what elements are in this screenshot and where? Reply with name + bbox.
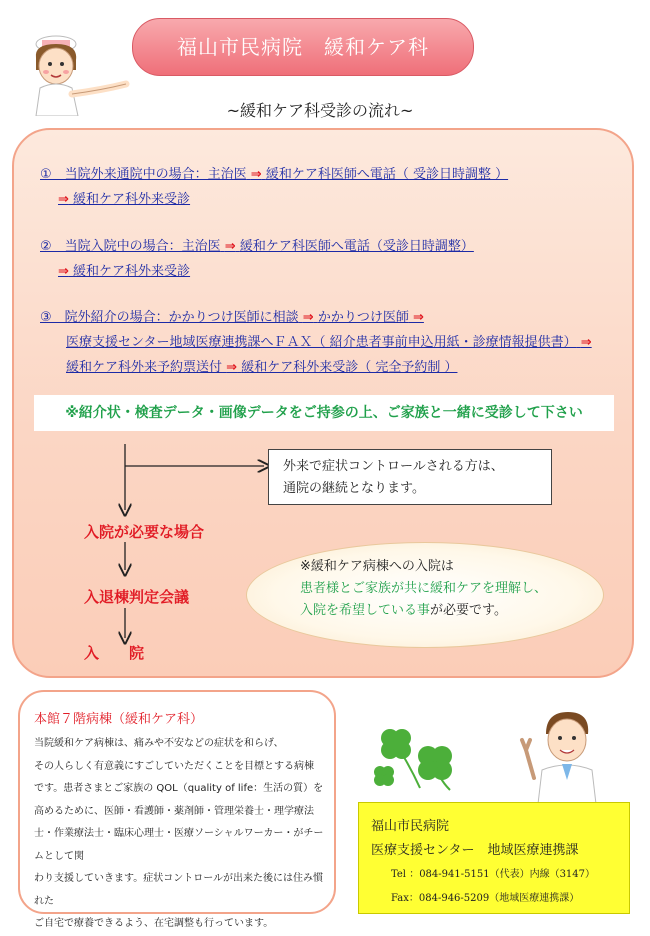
step1-line2 xyxy=(58,188,190,207)
page-title: 福山市民病院 緩和ケア科 xyxy=(132,18,474,76)
callout-line: 外来で症状コントロールされる方は、 xyxy=(283,459,504,474)
arrow-icon: ⇒ xyxy=(302,310,314,325)
info-line: 士・作業療法士・臨床心理士・医療ソーシャルワーカー・がチームとして関 xyxy=(34,828,324,862)
step2-line1 xyxy=(40,235,474,254)
admission-needed-label: 入院が必要な場合 xyxy=(84,523,205,541)
clover-icon xyxy=(360,716,470,796)
step3-line2 xyxy=(66,331,592,350)
ward-info-body xyxy=(34,733,326,936)
arrow-icon: ⇒ xyxy=(250,167,262,182)
step3-text: ③ 院外紹介の場合：かかりつけ医師に相談 xyxy=(40,310,299,325)
admission-label: 入 院 xyxy=(84,644,145,662)
step2-text: 緩和ケア科医師へ電話（受診日時調整） xyxy=(239,239,474,254)
doctor-illustration xyxy=(516,704,616,804)
arrow-icon: ⇒ xyxy=(413,310,424,325)
note-line: ※緩和ケア病棟への入院は xyxy=(300,559,454,574)
info-line: わり支援していきます。症状コントロールが出来た後には住み慣れた xyxy=(34,873,323,907)
step3-text: 緩和ケア科外来受診（ 完全予約制 ） xyxy=(241,360,458,375)
note-emphasis: 入院を希望している事 xyxy=(300,603,431,618)
contact-fax: Fax：084-946-5209（地域医療連携課） xyxy=(391,893,580,904)
arrow-icon: ⇒ xyxy=(580,335,592,350)
step3-line3 xyxy=(66,356,457,375)
contact-dept: 医療支援センター 地域医療連携課 xyxy=(371,843,579,858)
contact-card xyxy=(358,802,630,914)
callout-line: 通院の継続となります。 xyxy=(283,481,425,496)
contact-hospital: 福山市民病院 xyxy=(371,819,450,834)
step2-line2 xyxy=(58,260,190,279)
note-line: 患者様とご家族が共に緩和ケアを理解し、 xyxy=(300,581,548,596)
outpatient-callout xyxy=(268,449,552,505)
flow-subtitle: ~緩和ケア科受診の流れ~ xyxy=(226,101,414,120)
step3-text: 緩和ケア科外来予約票送付 xyxy=(66,360,223,375)
step1-text: 緩和ケア科医師へ電話（ 受診日時調整 ） xyxy=(265,167,509,182)
nurse-illustration xyxy=(22,30,134,116)
note-rest: が必要です。 xyxy=(430,603,507,618)
step2-text: ② 当院入院中の場合：主治医 xyxy=(40,239,221,254)
arrow-icon: ⇒ xyxy=(58,264,69,279)
note-line xyxy=(300,600,590,622)
info-line: です。患者さまとご家族の QOL（quality of life：生活の質）を xyxy=(34,783,324,794)
info-line: 高めるために、医師・看護師・薬剤師・管理栄養士・理学療法 xyxy=(34,805,314,817)
step1-line1 xyxy=(40,163,508,182)
step3-text: かかりつけ医師 xyxy=(317,310,409,325)
step3-text: 医療支援センター地域医療連携課へＦＡＸ（ 紹介患者事前申込用紙・診療情報提供書） xyxy=(66,335,577,350)
arrow-icon: ⇒ xyxy=(226,360,238,375)
ward-meeting-label: 入退棟判定会議 xyxy=(84,588,190,606)
notice-banner: ※紹介状・検査データ・画像データをご持参の上、ご家族と一緒に受診して下さい xyxy=(34,395,614,431)
step3-line1 xyxy=(40,306,424,325)
admission-note xyxy=(300,556,590,622)
arrow-icon: ⇒ xyxy=(58,192,69,207)
step1-text: 緩和ケア科外来受診 xyxy=(73,192,191,207)
info-line: その人らしく有意義にすごしていただくことを目標とする病棟 xyxy=(34,760,314,772)
step2-text: 緩和ケア科外来受診 xyxy=(73,264,191,279)
ward-info-heading: 本館７階病棟（緩和ケア科） xyxy=(34,712,204,727)
step1-text: ① 当院外来通院中の場合：主治医 xyxy=(40,167,247,182)
arrow-icon: ⇒ xyxy=(224,239,236,254)
info-line: 当院緩和ケア病棟は、痛みや不安などの症状を和らげ、 xyxy=(34,738,284,749)
info-line: ご自宅で療養できるよう、在宅調整も行っています。 xyxy=(34,918,274,929)
contact-tel: Tel ：084-941-5151（代表）内線（3147） xyxy=(391,869,596,880)
